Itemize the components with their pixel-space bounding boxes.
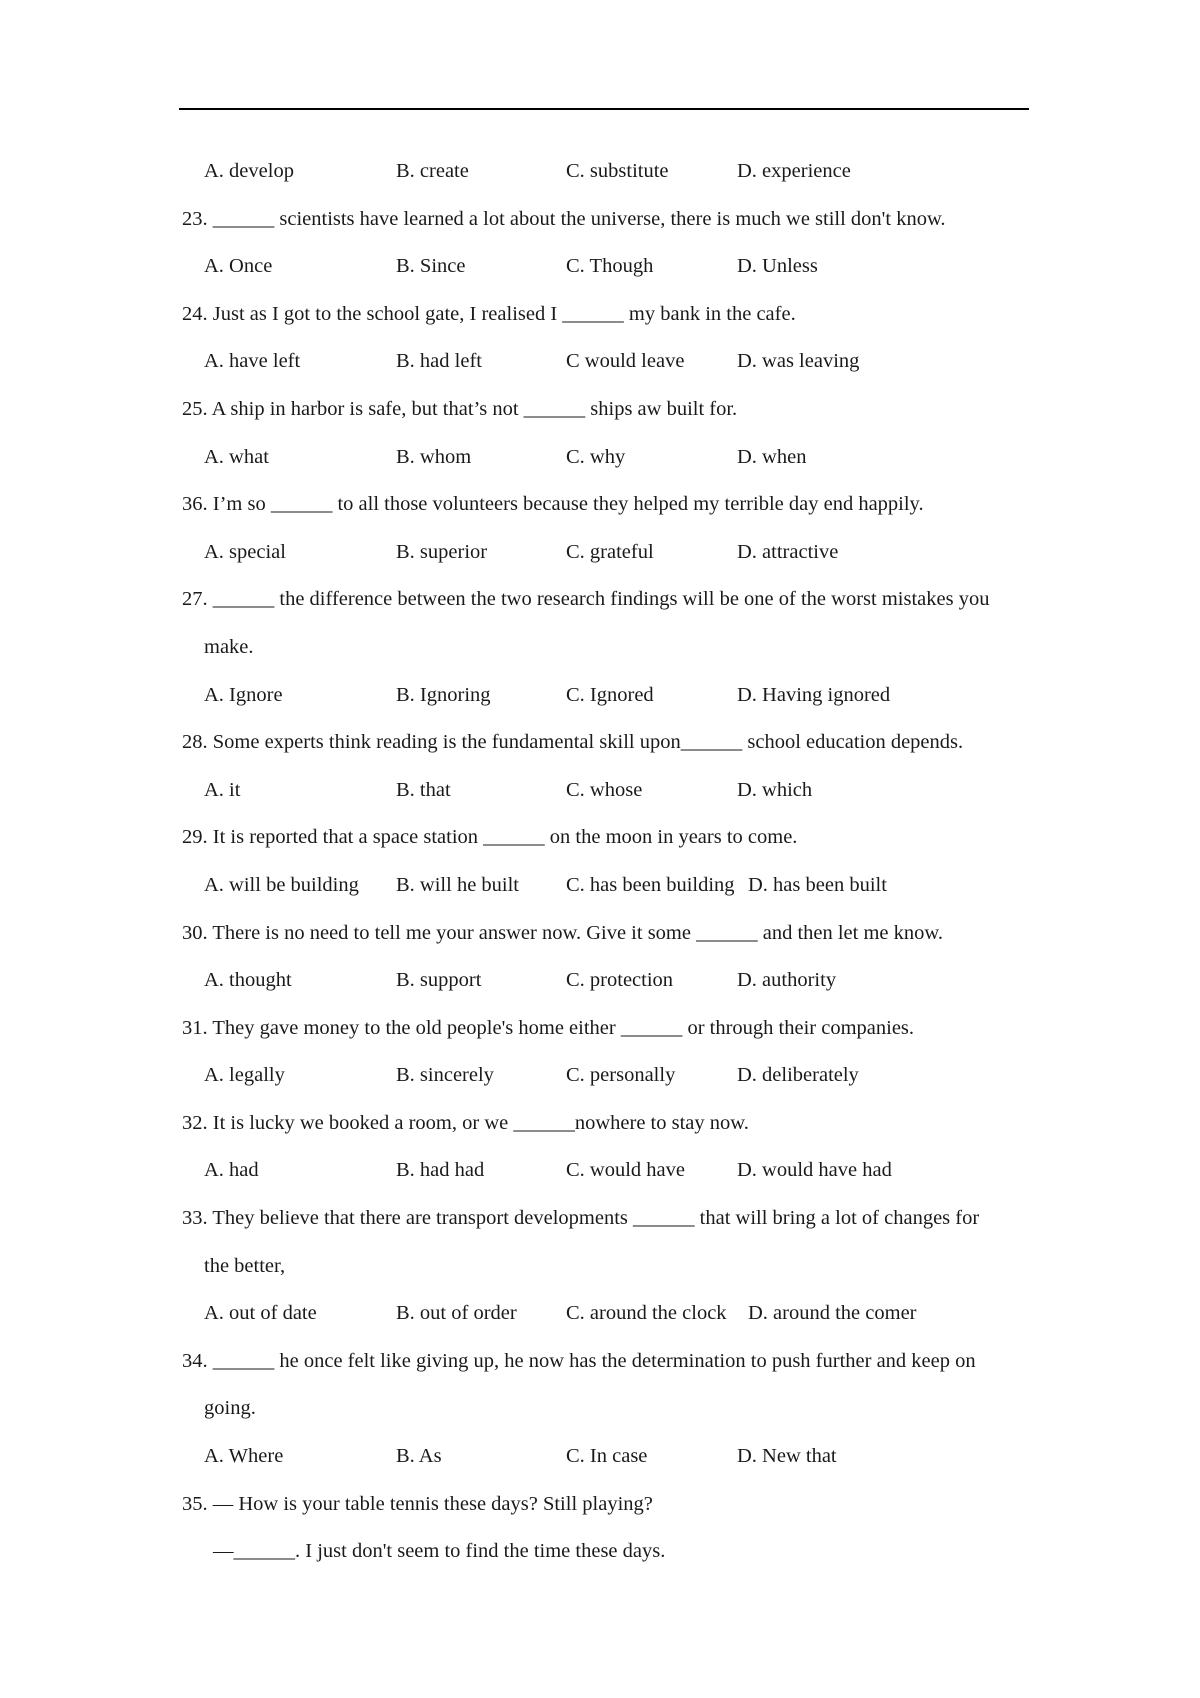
answer-option-c: C. would have [566, 1159, 685, 1182]
question-list [0, 148, 1200, 1576]
answer-option-a: A. will be building [204, 873, 359, 896]
answer-option-b: B. Since [396, 255, 466, 278]
answer-option-b: B. sincerely [396, 1064, 494, 1087]
answer-option-a: A. thought [204, 969, 292, 992]
question-text: 33. They believe that there are transport developments ______ that will bring a lot of changes for [182, 1207, 980, 1230]
answer-option-d: D. Having ignored [737, 683, 891, 706]
question-text: 31. They gave money to the old people's home either ______ or through their companies. [182, 1016, 915, 1039]
answer-option-d: D. has been built [748, 873, 887, 896]
answer-option-b: B. out of order [396, 1302, 517, 1325]
question-text: 32. It is lucky we booked a room, or we ______nowhere to stay now. [182, 1111, 749, 1134]
answer-option-c: C. personally [566, 1064, 676, 1087]
answer-option-b: B. whom [396, 445, 472, 468]
question-text: 27. ______ the difference between the two research findings will be one of the worst mistakes you [182, 588, 990, 611]
answer-option-b: B. superior [396, 540, 488, 563]
answer-option-a: A. have left [204, 350, 301, 373]
answer-options-row [0, 434, 1200, 482]
answer-option-b: B. support [396, 969, 482, 992]
answer-options-row [0, 529, 1200, 577]
answer-option-d: D. was leaving [737, 350, 860, 373]
answer-option-a: A. special [204, 540, 286, 563]
answer-option-c: C. has been building [566, 873, 735, 896]
answer-option-c: C. substitute [566, 160, 669, 182]
answer-option-d: D. when [737, 445, 807, 468]
question-text: 28. Some experts think reading is the fundamental skill upon______ school education depends. [182, 731, 964, 754]
answer-options-row [0, 1433, 1200, 1481]
answer-option-c: C. Ignored [566, 683, 654, 706]
answer-option-a: A. Ignore [204, 683, 283, 706]
answer-options-row [0, 1290, 1200, 1338]
answer-option-d: D. deliberately [737, 1064, 859, 1087]
question-text: 36. I’m so ______ to all those volunteers because they helped my terrible day end happily. [182, 493, 924, 516]
answer-option-c: C. why [566, 445, 626, 468]
answer-option-d: D. around the comer [748, 1302, 917, 1325]
answer-options-row [0, 1052, 1200, 1100]
answer-options-row [0, 1147, 1200, 1195]
question-text: 34. ______ he once felt like giving up, he now has the determination to push further and keep on [182, 1349, 976, 1372]
answer-option-c: C. Though [566, 255, 654, 278]
answer-option-d: D. authority [737, 969, 837, 992]
answer-option-b: B. Ignoring [396, 683, 491, 706]
answer-option-b: B. create [396, 160, 469, 182]
answer-option-b: B. will he built [396, 873, 519, 896]
answer-option-a: A. Where [204, 1445, 284, 1468]
answer-option-a: A. Once [204, 255, 273, 278]
answer-options-row [0, 862, 1200, 910]
question-continuation: make. [204, 635, 254, 658]
answer-option-c: C. In case [566, 1445, 648, 1468]
answer-options-row [0, 338, 1200, 386]
question-continuation: going. [204, 1397, 256, 1420]
answer-option-c: C would leave [566, 350, 685, 373]
answer-option-d: D. New that [737, 1445, 837, 1468]
dialogue-reply: —______. I just don't seem to find the time these days. [213, 1540, 666, 1563]
answer-option-d: D. experience [737, 160, 851, 182]
answer-option-a: A. out of date [204, 1302, 317, 1325]
question-text: 23. ______ scientists have learned a lot about the universe, there is much we still don't know. [182, 207, 946, 230]
answer-option-c: C. protection [566, 969, 674, 992]
answer-option-d: D. would have had [737, 1159, 892, 1182]
answer-options-row [0, 957, 1200, 1005]
answer-option-b: B. As [396, 1445, 442, 1468]
header-rule [179, 108, 1029, 110]
answer-option-a: A. it [204, 778, 241, 801]
answer-option-d: D. Unless [737, 255, 818, 278]
question-continuation: the better, [204, 1254, 286, 1277]
question-text: 30. There is no need to tell me your answer now. Give it some ______ and then let me know. [182, 921, 943, 944]
answer-option-a: A. what [204, 445, 269, 468]
answer-option-a: A. had [204, 1159, 259, 1182]
answer-option-c: C. around the clock [566, 1302, 727, 1325]
answer-option-d: D. attractive [737, 540, 839, 563]
question-text: 29. It is reported that a space station ______ on the moon in years to come. [182, 826, 798, 849]
answer-options-row [0, 243, 1200, 291]
answer-options-row [0, 672, 1200, 720]
question-text: 24. Just as I got to the school gate, I realised I ______ my bank in the cafe. [182, 302, 796, 325]
answer-options-row [0, 148, 1200, 196]
answer-option-a: A. develop [204, 160, 294, 182]
answer-option-c: C. grateful [566, 540, 654, 563]
answer-option-d: D. which [737, 778, 813, 801]
question-text: 25. A ship in harbor is safe, but that’s not ______ ships aw built for. [182, 397, 738, 420]
answer-option-b: B. that [396, 778, 451, 801]
question-text: 35. — How is your table tennis these days? Still playing? [182, 1492, 653, 1515]
answer-option-b: B. had had [396, 1159, 485, 1182]
answer-options-row [0, 767, 1200, 815]
answer-option-a: A. legally [204, 1064, 285, 1087]
answer-option-b: B. had left [396, 350, 482, 373]
answer-option-c: C. whose [566, 778, 643, 801]
